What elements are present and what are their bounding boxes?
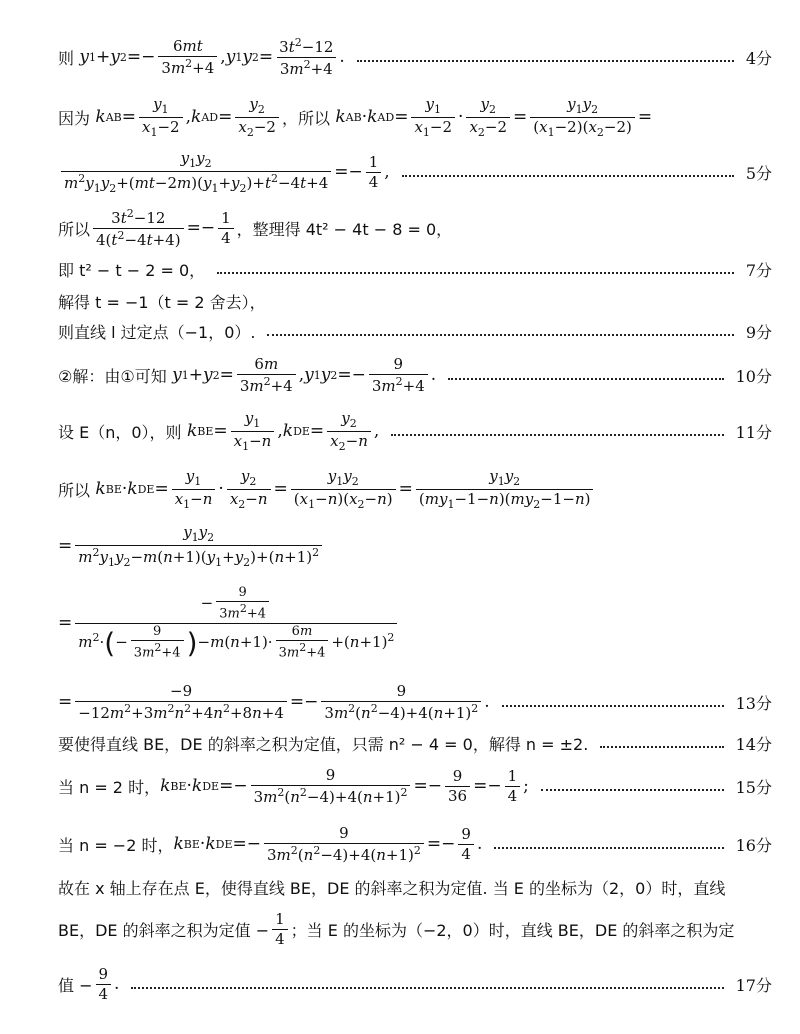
score-label: 10分 <box>735 366 772 386</box>
score-label: 13分 <box>735 693 772 713</box>
leader-dots <box>267 334 733 336</box>
leader-dots <box>541 789 724 791</box>
score-label: 16分 <box>735 835 772 855</box>
line-18: BE，DE 的斜率之积为定值 − $\frac{1}{4}$ ；当 E 的坐标为（−2，0）时，直线 BE，DE 的斜率之积为定 <box>58 909 735 948</box>
line-7: 则直线 l 过定点（−1，0）. 9分 <box>58 318 772 344</box>
line-14: 要使得直线 BE，DE 的斜率之积为定值，只需 n² − 4 = 0，解得 n = ±2. 14分 <box>58 730 772 756</box>
line-9: 设 E（n，0），则 k BE = $\frac{y_1}{x_1-n}$ , k DE = $\frac{y_2}{x_2-n}$ , 11分 <box>58 408 772 453</box>
score-label: 14分 <box>735 734 772 754</box>
leader-dots <box>217 272 734 274</box>
score-label: 17分 <box>735 975 772 995</box>
line-19: 值 − $\frac{9}{4}$ . 17分 <box>58 964 772 1003</box>
line-4: 所以 $\frac{3t^2-12}{4(t^2-4t+4)}$ =− $\frac{1}{4}$ ，整理得 4t² − 4t − 8 = 0， <box>58 206 453 249</box>
leader-dots <box>494 847 723 849</box>
line-12: = − $\frac{9}{3m^2+4}$ $m^2\cdot(-$ $\frac{9}{3m^2+4}$ )−m(n+1)· $\frac{6m}{3m^2+4}$ $+(n+1)^2$ <box>58 578 772 668</box>
score-label: 7分 <box>745 260 772 280</box>
line-10: 所以 k BE · k DE = $\frac{y_1}{x_1-n}$ · $\frac{y_2}{x_2-n}$ = $\frac{y_1y_2}{(x_1-n)(x_2-n)}$ = $\frac{y_1y_2}{(my_1-1-n)(my_2-1-n)}$ <box>58 464 772 514</box>
line-11: = $\frac{y_1y_2}{m^2y_1y_2-m(n+1)(y_1+y_2)+(n+1)^2}$ <box>58 520 772 572</box>
line-17: 故在 x 轴上存在点 E，使得直线 BE，DE 的斜率之积为定值. 当 E 的坐标为（2，0）时，直线 <box>58 878 726 898</box>
line-13: = $\frac{-9}{-12m^2+3m^2n^2+4n^2+8n+4}$ =− $\frac{9}{3m^2(n^2-4)+4(n+1)^2}$ . 13分 <box>58 681 772 722</box>
leader-dots <box>391 434 723 436</box>
score-label: 5分 <box>745 163 772 183</box>
line-8: ②解：由①可知 y 1 + y 2 = $\frac{6m}{3m^2+4}$ , y 1 y 2 =− $\frac{9}{3m^2+4}$ . 10分 <box>58 354 772 395</box>
leader-dots <box>600 746 723 748</box>
line-5: 即 t² − t − 2 = 0， 7分 <box>58 256 772 282</box>
score-label: 4分 <box>745 48 772 68</box>
leader-dots <box>502 705 724 707</box>
line-16: 当 n = −2 时， k BE · k DE =− $\frac{9}{3m^2(n^2-4)+4(n+1)^2}$ =− $\frac{9}{4}$ . 16分 <box>58 823 772 864</box>
line-15: 当 n = 2 时， k BE · k DE =− $\frac{9}{3m^2(n^2-4)+4(n+1)^2}$ =− $\frac{9}{36}$ =− $\frac{1}{4}$ ; 15分 <box>58 765 772 806</box>
line-3: $\frac{y_1y_2}{m^2y_1y_2+(mt-2m)(y_1+y_2)+t^2-4t+4}$ =− $\frac{1}{4}$ , 5分 <box>58 146 772 198</box>
score-label: 15分 <box>735 777 772 797</box>
leader-dots <box>131 987 723 989</box>
leader-dots <box>357 60 734 62</box>
line-2: 因为 k AB = $\frac{y_1}{x_1-2}$ , k AD = $\frac{y_2}{x_2-2}$ ，所以 k AB · k AD = $\frac{y_1}{x_1-2}$ · $\frac{y_2}{x_2-2}$ = $\frac{y_1y_2}{(x_1-2)(x_2-2)}$ = <box>58 94 653 139</box>
score-label: 9分 <box>745 322 772 342</box>
line-6: 解得 t = −1（t = 2 舍去）， <box>58 292 266 312</box>
leader-dots <box>448 378 723 380</box>
leader-dots <box>402 175 734 177</box>
line-1: 则 y 1 + y 2 =− $\frac{6mt}{3m^2+4}$ , y 1 y 2 = $\frac{3t^2-12}{3m^2+4}$ . 4分 <box>58 35 772 78</box>
score-label: 11分 <box>735 422 772 442</box>
